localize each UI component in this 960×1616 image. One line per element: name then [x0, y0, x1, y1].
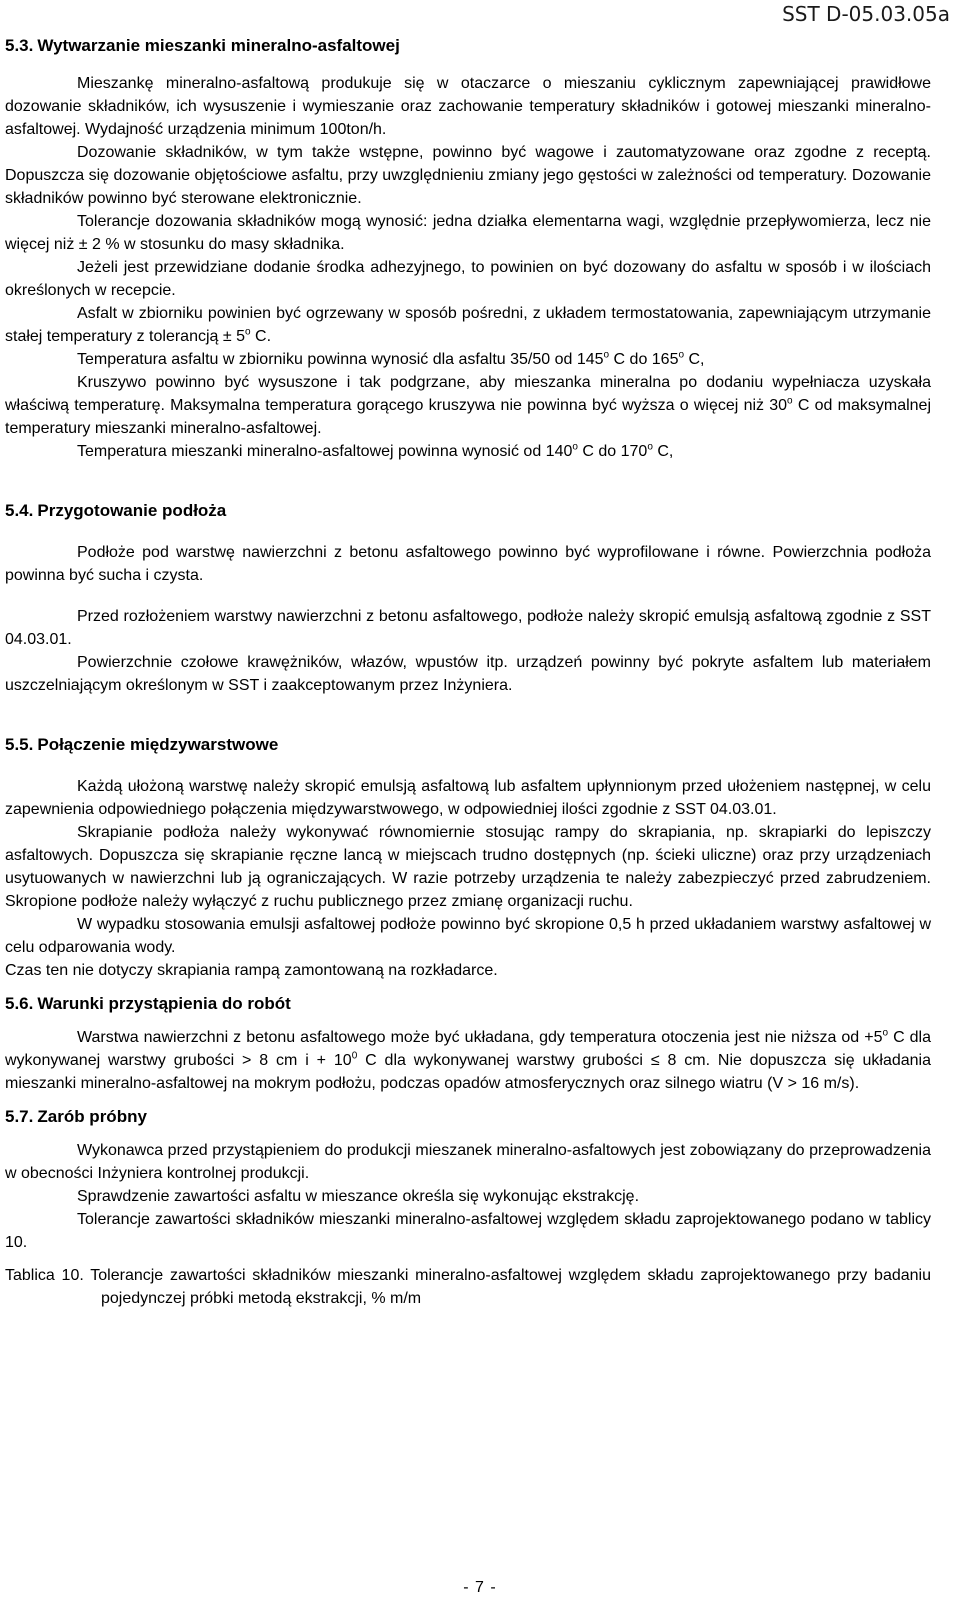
paragraph: Przed rozłożeniem warstwy nawierzchni z betonu asfaltowego, podłoże należy skropić emulsją asfaltową zgodnie z SST 04.03.01.	[5, 608, 931, 648]
paragraph: Kruszywo powinno być wysuszone i tak podgrzane, aby mieszanka mineralna po dodaniu wypełniacza uzyskała właściwą temperaturę. Maksymalna temperatura gorącego kruszywa nie powinna być wyższa o więcej niż 30$^o$ C od maksymalnej temperatury mieszanki mineralno-asfaltowej.	[5, 374, 931, 437]
section-title: Połączenie międzywarstwowe	[37, 735, 279, 754]
section-title: Warunki przystąpienia do robót	[37, 994, 291, 1013]
section-number: 5.7.	[5, 1107, 34, 1126]
paragraph: Podłoże pod warstwę nawierzchni z betonu asfaltowego powinno być wyprofilowane i równe. Powierzchnia podłoża powinna być sucha i czysta.	[5, 544, 931, 584]
section-heading-5-7	[5, 1105, 931, 1129]
paragraph: Temperatura mieszanki mineralno-asfaltowej powinna wynosić od 140$^o$ C do 170$^o$ C,	[77, 441, 674, 460]
section-heading-5-5	[5, 733, 931, 757]
paragraph: Sprawdzenie zawartości asfaltu w mieszance określa się wykonując ekstrakcję.	[77, 1188, 640, 1205]
paragraph: Skrapianie podłoża należy wykonywać równomiernie stosując rampy do skrapiania, np. skrapiarki do lepiszczy asfaltowych. Dopuszcza się skrapianie ręczne lancą w miejscach trudno dostępnych (np. ścieki uliczne) oraz przy urządzeniach usytuowanych w nawierzchni lub ją ograniczających. W razie potrzeby urządzenia te należy zabezpieczyć przed zabrudzeniem. Skropione podłoże należy wyłączyć z ruchu publicznego przez zmianę organizacji ruchu.	[5, 824, 931, 910]
paragraph: Temperatura asfaltu w zbiorniku powinna wynosić dla asfaltu 35/50 od 145$^o$ C do 165$^o$ C,	[77, 349, 705, 368]
section-number: 5.6.	[5, 994, 34, 1013]
page-number: - 7 -	[463, 1579, 497, 1596]
paragraph: Dozowanie składników, w tym także wstępne, powinno być wagowe i zautomatyzowane oraz zgodne z receptą. Dopuszcza się dozowanie objętościowe asfaltu, przy uwzględnieniu zmiany jego gęstości w zależności od temperatury. Dozowanie składników powinno być sterowane elektronicznie.	[5, 144, 931, 207]
section-heading-5-4	[5, 499, 931, 523]
section-title: Wytwarzanie mieszanki mineralno-asfaltowej	[37, 36, 400, 55]
paragraph: Jeżeli jest przewidziane dodanie środka adhezyjnego, to powinien on być dozowany do asfaltu w sposób i w ilościach określonych w recepcie.	[5, 259, 931, 299]
table-caption: Tablica 10. Tolerancje zawartości składników mieszanki mineralno-asfaltowej względem składu zaprojektowanego przy badaniu pojedynczej próbki metodą ekstrakcji, % m/m	[5, 1267, 931, 1307]
paragraph: W wypadku stosowania emulsji asfaltowej podłoże powinno być skropione 0,5 h przed układaniem warstwy asfaltowej w celu odparowania wody.	[5, 916, 931, 956]
paragraph: Powierzchnie czołowe krawężników, włazów, wpustów itp. urządzeń powinny być pokryte asfaltem lub materiałem uszczelniającym określonym w SST i zaakceptowanym przez Inżyniera.	[5, 654, 931, 694]
document-code: SST D-05.03.05a	[782, 2, 950, 26]
page-content	[5, 34, 931, 1310]
paragraph: Czas ten nie dotyczy skrapiania rampą zamontowaną na rozkładarce.	[5, 962, 498, 979]
paragraph: Wykonawca przed przystąpieniem do produkcji mieszanek mineralno-asfaltowych jest zobowiązany do przeprowadzenia w obecności Inżyniera kontrolnej produkcji.	[5, 1142, 931, 1182]
section-heading-5-3	[5, 34, 931, 58]
section-number: 5.3.	[5, 36, 34, 55]
section-number: 5.5.	[5, 735, 34, 754]
paragraph: Asfalt w zbiorniku powinien być ogrzewany w sposób pośredni, z układem termostatowania, zapewniającym utrzymanie stałej temperatury z tolerancją ± $5^o$ C.	[5, 305, 931, 345]
paragraph: Każdą ułożoną warstwę należy skropić emulsją asfaltową lub asfaltem upłynnionym przed ułożeniem następnej, w celu zapewnienia odpowiedniego połączenia międzywarstwowego, w odpowiedniej ilości zgodnie z SST 04.03.01.	[5, 778, 931, 818]
section-title: Zarób próbny	[37, 1107, 147, 1126]
section-number: 5.4.	[5, 501, 34, 520]
paragraph: Tolerancje dozowania składników mogą wynosić: jedna działka elementarna wagi, względnie przepływomierza, lecz nie więcej niż ± 2 % w stosunku do masy składnika.	[5, 213, 931, 253]
section-title: Przygotowanie podłoża	[37, 501, 227, 520]
section-heading-5-6	[5, 992, 931, 1016]
paragraph: Mieszankę mineralno-asfaltową produkuje się w otaczarce o mieszaniu cyklicznym zapewniającej prawidłowe dozowanie składników, ich wysuszenie i wymieszanie oraz zachowanie temperatury składników i gotowej mieszanki mineralno-asfaltowej. Wydajność urządzenia minimum 100ton/h.	[5, 75, 931, 138]
paragraph: Warstwa nawierzchni z betonu asfaltowego może być układana, gdy temperatura otoczenia jest nie niższa od $+5^o$ C dla wykonywanej warstwy grubości > 8 cm $i + 10^0$ C dla wykonywanej warstwy grubości ≤ 8 cm. Nie dopuszcza się układania mieszanki mineralno-asfaltowej na mokrym podłożu, podczas opadów atmosferycznych oraz silnego wiatru (V > 16 m/s).	[5, 1027, 932, 1092]
paragraph: Tolerancje zawartości składników mieszanki mineralno-asfaltowej względem składu zaprojektowanego podano w tablicy 10.	[5, 1211, 931, 1251]
